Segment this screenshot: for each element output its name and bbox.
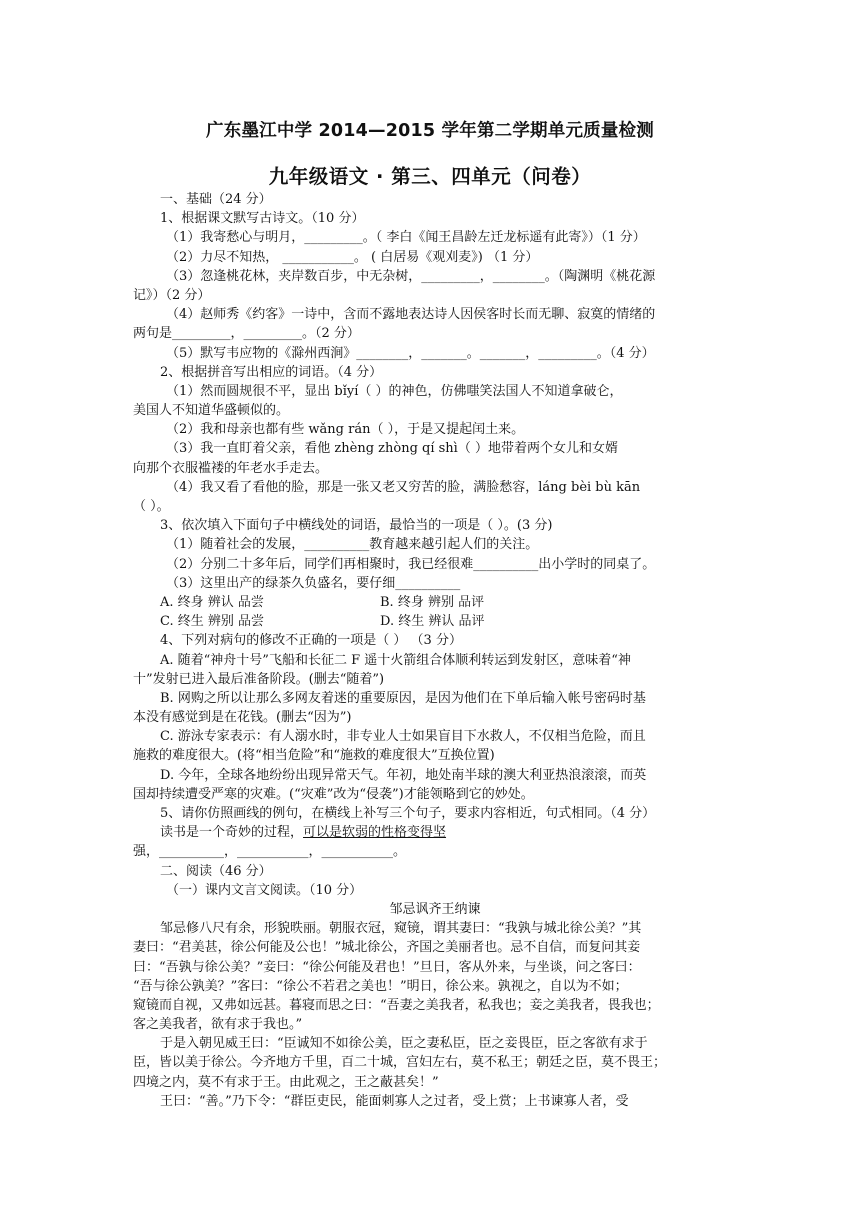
text-line: 向那个衣服褴褛的年老水手走去。 [133, 460, 329, 476]
text-line: 3、依次填入下面句子中横线处的词语，最恰当的一项是（ ）。(3 分) [160, 518, 553, 534]
text-line: （5）默写韦应物的《滁州西涧》________，_______。_______，_________。（4 分） [166, 345, 655, 361]
text-line: “吾与徐公孰美？”客曰：“徐公不若君之美也！”明日，徐公来。孰视之，自以为不如； [133, 978, 628, 994]
exam-body [133, 190, 737, 1111]
paper-title: 九年级语文 · 第三、四单元（问卷） [268, 165, 592, 188]
text-line: 本没有感觉到是在花钱。(删去“因为”) [133, 710, 352, 726]
text-line: （3）我一直盯着父亲，看他 zhèng zhòng qí shì（ ）地带着两个女儿和女婿 [166, 441, 618, 457]
text-line: 臣，皆以美于徐公。今齐地方千里，百二十城，宫妇左右，莫不私王；朝廷之臣，莫不畏王； [133, 1055, 667, 1071]
option-row [133, 593, 737, 612]
text-line: 曰：“吾孰与徐公美？”妾曰：“徐公何能及君也！”旦日，客从外来，与坐谈，问之客曰： [133, 959, 641, 975]
text-line: 于是入朝见威王曰：“臣诚知不如徐公美，臣之妻私臣，臣之妾畏臣，臣之客欲有求于 [160, 1036, 648, 1052]
text-line: 十”发射已进入最后准备阶段。(删去“随着”) [133, 671, 385, 687]
q5-blanks: 强，__________，___________，___________。 [133, 844, 407, 860]
q5-lead: 读书是一个奇妙的过程， [160, 825, 304, 841]
text-line: 5、请你仿照画线的例句，在横线上补写三个句子，要求内容相近，句式相同。（4 分） [160, 806, 656, 821]
text-line: 邹忌修八尺有余，形貌昳丽。朝服衣冠，窥镜，谓其妻曰：“我孰与城北徐公美？”其 [160, 921, 642, 937]
text-line: 记》）（2 分） [133, 287, 211, 303]
text-line: （1）随着社会的发展，__________教育越来越引起人们的关注。 [166, 537, 539, 553]
text-line: （2）分别二十多年后，同学们再相聚时，我已经很难__________出小学时的同桌了。 [166, 556, 656, 572]
text-line: 客之美我者，欲有求于我也。” [133, 1017, 303, 1033]
text-line: （1）我寄愁心与明月，_________。（ 李白《闻王昌龄左迁龙标遥有此寄》）（1 分） [166, 230, 646, 246]
option-item: D. 终生 辨认 品评 [380, 614, 485, 630]
text-line: 施救的难度很大。(将“相当危险”和“施救的难度很大”互换位置) [133, 748, 495, 764]
q5-example [133, 823, 737, 842]
option-item: A. 终身 辨认 品尝 [160, 594, 264, 610]
text-line: 邹忌讽齐王纳谏 [389, 901, 481, 917]
text-line: （ ）。 [133, 499, 170, 514]
q5-underlined: 可以是软弱的性格变得坚 [303, 825, 447, 841]
text-line: 国却持续遭受严寒的灾难。(“灾难”改为“侵袭”)才能领略到它的妙处。 [133, 786, 534, 802]
text-line: 1、根据课文默写古诗文。（10 分） [160, 211, 365, 227]
text-line: 美国人不知道华盛顿似的。 [133, 403, 290, 419]
text-line: C. 游泳专家表示：有人溺水时，非专业人士如果盲目下水救人，不仅相当危险，而且 [160, 729, 646, 745]
text-line: B. 网购之所以让那么多网友着迷的重要原因，是因为他们在下单后输入帐号密码时基 [160, 690, 646, 706]
option-item: C. 终生 辨别 品尝 [160, 614, 265, 630]
text-line: （一）课内文言文阅读。（10 分） [166, 882, 363, 898]
text-line: （3）这里出产的绿茶久负盛名，要仔细__________ [166, 575, 461, 591]
option-item: B. 终身 辨别 品评 [380, 594, 485, 610]
text-line: A. 随着“神舟十号”飞船和长征二 F 遥十火箭组合体顺利转运到发射区，意味着“神 [160, 652, 631, 668]
option-row [133, 612, 737, 631]
text-line: 两句是_________，_________。（2 分） [133, 326, 360, 342]
text-line: 王曰：“善。”乃下令：“群臣吏民，能面刺寡人之过者，受上赏；上书谏寡人者，受 [160, 1093, 629, 1109]
text-line: （2）力尽不知热， ___________。 ( 白居易《观刈麦》) （1 分） [166, 249, 539, 265]
text-line: （2）我和母亲也都有些 wǎng rán（ ），于是又提起闰土来。 [166, 422, 525, 438]
text-line: （1）然而圆规很不平，显出 bǐyí（ ）的神色，仿佛嗤笑法国人不知道拿破仑， [166, 383, 623, 399]
text-line: 四境之内，莫不有求于王。由此观之，王之蔽甚矣！” [133, 1074, 439, 1090]
school-title: 广东墨江中学 2014—2015 学年第二学期单元质量检测 [206, 121, 654, 141]
text-line: 二、阅读（46 分） [160, 863, 272, 879]
text-line: 窥镜而自视，又弗如远甚。暮寝而思之曰：“吾妻之美我者，私我也；妾之美我者，畏我也； [133, 997, 660, 1013]
text-line: （3）忽逢桃花林，夹岸数百步，中无杂树，_________，________。（陶渊明《桃花源 [166, 268, 656, 284]
text-line: D. 今年，全球各地纷纷出现异常天气。年初，地处南半球的澳大利亚热浪滚滚，而英 [160, 767, 647, 783]
text-line: 2、根据拼音写出相应的词语。（4 分） [160, 364, 383, 380]
text-line: （4）我又看了看他的脸，那是一张又老又穷苦的脸，满脸愁容，láng bèi bù kān [166, 479, 641, 495]
text-line: （4）赵师秀《约客》一诗中，含而不露地表达诗人因侯客时长而无聊、寂寞的情绪的 [166, 307, 656, 323]
text-line: 一、基础（24 分） [160, 192, 272, 207]
text-line: 妻曰：“君美甚，徐公何能及公也！”城北徐公，齐国之美丽者也。忌不自信，而复问其妾 [133, 940, 641, 956]
text-line: 4、下列对病句的修改不正确的一项是（ ） （3 分） [160, 633, 462, 649]
